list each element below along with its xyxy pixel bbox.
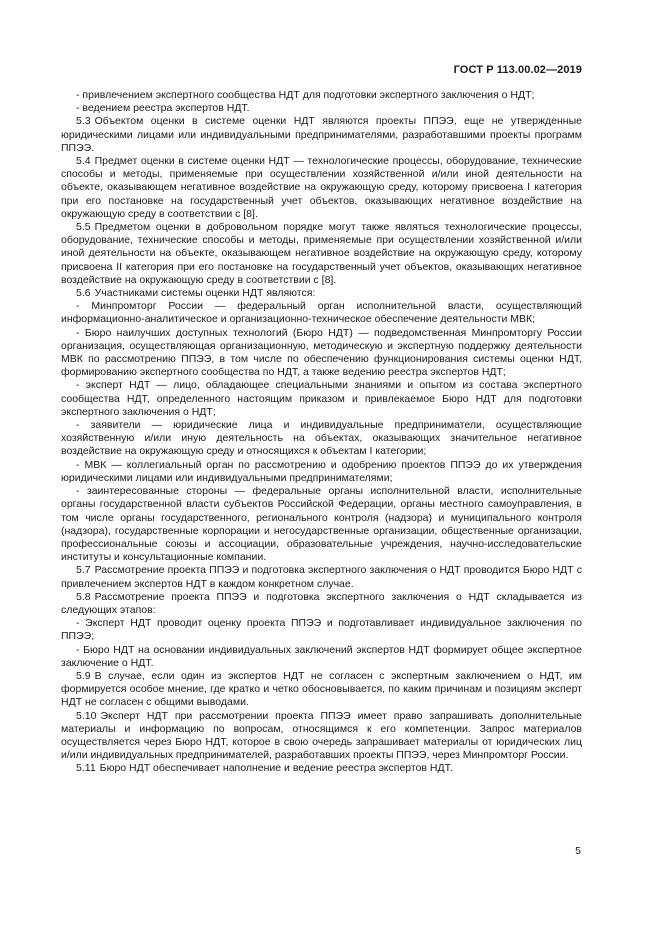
paragraph: [61, 102, 582, 115]
paragraph: [61, 617, 582, 643]
clause-number: 5.9: [76, 669, 91, 682]
paragraph: [61, 300, 582, 326]
clause-5-7: [61, 564, 582, 590]
clause-number: 5.3: [76, 115, 91, 128]
clause-number: 5.5: [76, 221, 91, 234]
paragraph-text: - Эксперт НДТ проводит оценку проекта ППЭЭ и подготавливает индивидуальное заключения по ППЭЭ;: [61, 617, 582, 643]
paragraph: [61, 419, 582, 459]
clause-5-5: [61, 221, 582, 287]
paragraph-text: Участниками системы оценки НДТ являются:: [94, 287, 316, 300]
clause-number: 5.6: [76, 287, 91, 300]
clause-5-3: [61, 115, 582, 155]
paragraph-text: - заявители — юридические лица и индивидуальные предприниматели, осуществляющие хозяйственную и/или иную деятельность на объектах, оказывающих значительное негативное воздействие на окружающую среду и относящихся к объектам I категории;: [61, 419, 582, 458]
paragraph-text: В случае, если один из экспертов НДТ не согласен с экспертным заключением о НДТ, им формируется особое мнение, где кратко и четко обосновывается, по каким причинам и позициям эксперт НДТ не согласен с общими выводами.: [61, 669, 582, 709]
paragraph-text: - привлечением экспертного сообщества НДТ для подготовки экспертного заключения о НДТ;: [76, 89, 535, 101]
clause-number: 5.10: [76, 709, 97, 722]
page-number: 5: [575, 845, 581, 857]
clause-5-6: [61, 287, 582, 300]
paragraph: [61, 379, 582, 419]
clause-number: 5.7: [76, 564, 91, 577]
paragraph-text: Объектом оценки в системе оценки НДТ являются проекты ППЭЭ, еще не утвержденные юридическими лицами или индивидуальными предпринимателями, разработавшими проекты программ ППЭЭ.: [61, 115, 582, 154]
paragraph: [61, 644, 582, 670]
paragraph-text: - Бюро НДТ на основании индивидуальных заключений экспертов НДТ формирует общее экспертное заключение о НДТ.: [61, 643, 582, 669]
clause-5-10: [61, 710, 582, 763]
paragraph: [61, 459, 582, 485]
paragraph-text: - заинтересованные стороны — федеральные органы исполнительной власти, исполнительные органы государственной власти субъектов Российской Федерации, органы местного самоуправления, в том числе органы государственного, регионального контроля (надзора) и муниципального контроля (надзора), государственные корпорации и негосударственные организации, общественные организации, профессиональные союзы и ассоциации, образовательные учреждения, научно-исследовательские институты и консультационные компании.: [61, 485, 582, 564]
paragraph-text: - ведением реестра экспертов НДТ.: [76, 102, 250, 115]
paragraph: [61, 89, 582, 102]
paragraph-text: Бюро НДТ обеспечивает наполнение и ведение реестра экспертов НДТ.: [99, 762, 453, 775]
paragraph-text: Предметом оценки в добровольном порядке могут также являться технологические процессы, оборудование, технические способы и методы, применяемые при осуществлении хозяйственной и/или иной деятельности на объекте, оказывающем негативное воздействие на окружающую среду, которому присвоена II категория при его постановке на государственный учет объектов, оказывающих негативное воздействие на окружающую среду в соответствии с [8].: [61, 221, 582, 286]
clause-5-11: [61, 762, 582, 775]
paragraph-text: - эксперт НДТ — лицо, обладающее специальными знаниями и опытом из состава экспертного сообщества НДТ, определенного настоящим приказом и привлекаемое Бюро НДТ для подготовки экспертного заключения о НДТ;: [61, 379, 582, 418]
document-body: [61, 89, 582, 776]
clause-number: 5.11: [76, 762, 96, 775]
paragraph-text: Рассмотрение проекта ППЭЭ и подготовка экспертного заключения о НДТ складывается из следующих этапов:: [61, 590, 582, 616]
clause-5-9: [61, 670, 582, 710]
paragraph-text: - Минпромторг России — федеральный орган исполнительной власти, осуществляющий информационно-аналитическое и организационно-техническое обеспечение деятельности МВК;: [61, 300, 582, 326]
clause-5-4: [61, 155, 582, 221]
paragraph-text: Рассмотрение проекта ППЭЭ и подготовка экспертного заключения о НДТ проводится Бюро НДТ с привлечением экспертов НДТ в каждом конкретном случае.: [61, 564, 582, 590]
clause-number: 5.8: [76, 590, 91, 603]
clause-5-8: [61, 591, 582, 617]
paragraph-text: - МВК — коллегиальный орган по рассмотрению и одобрению проектов ППЭЭ до их утверждения юридическими лицами или индивидуальными предпринимателями;: [61, 458, 582, 484]
paragraph-text: Предмет оценки в системе оценки НДТ — технологические процессы, оборудование, технические способы и методы, применяемые при осуществлении хозяйственной и/или иной деятельности на объекте, оказывающем негативное воздействие на окружающую среду, которому присвоена I категория при его постановке на государственный учет объектов, оказывающих негативное воздействие на окружающую среду в соответствии с [8].: [61, 155, 582, 220]
document-header: ГОСТ Р 113.00.02—2019: [453, 64, 582, 76]
paragraph: [61, 327, 582, 380]
paragraph-text: - Бюро наилучших доступных технологий (Бюро НДТ) — подведомственная Минпромторгу России организация, осуществляющая организационную, методическую и экспертную поддержку деятельности МВК по рассмотрению ППЭЭ, в том числе по обеспечению функционирования системы оценки НДТ, формированию экспертного сообщества по НДТ, а также ведению реестра экспертов НДТ;: [61, 326, 582, 379]
paragraph: [61, 485, 582, 564]
paragraph-text: Эксперт НДТ при рассмотрении проекта ППЭЭ имеет право запрашивать дополнительные материалы и информацию по вопросам, относящимся к его компетенции. Запрос материалов осуществляется через Бюро НДТ, которое в свою очередь запрашивает материалы от юридических лиц и/или индивидуальных предпринимателей, разработавших проекты ППЭЭ, через Минпромторг России.: [61, 709, 582, 762]
clause-number: 5.4: [76, 155, 91, 168]
